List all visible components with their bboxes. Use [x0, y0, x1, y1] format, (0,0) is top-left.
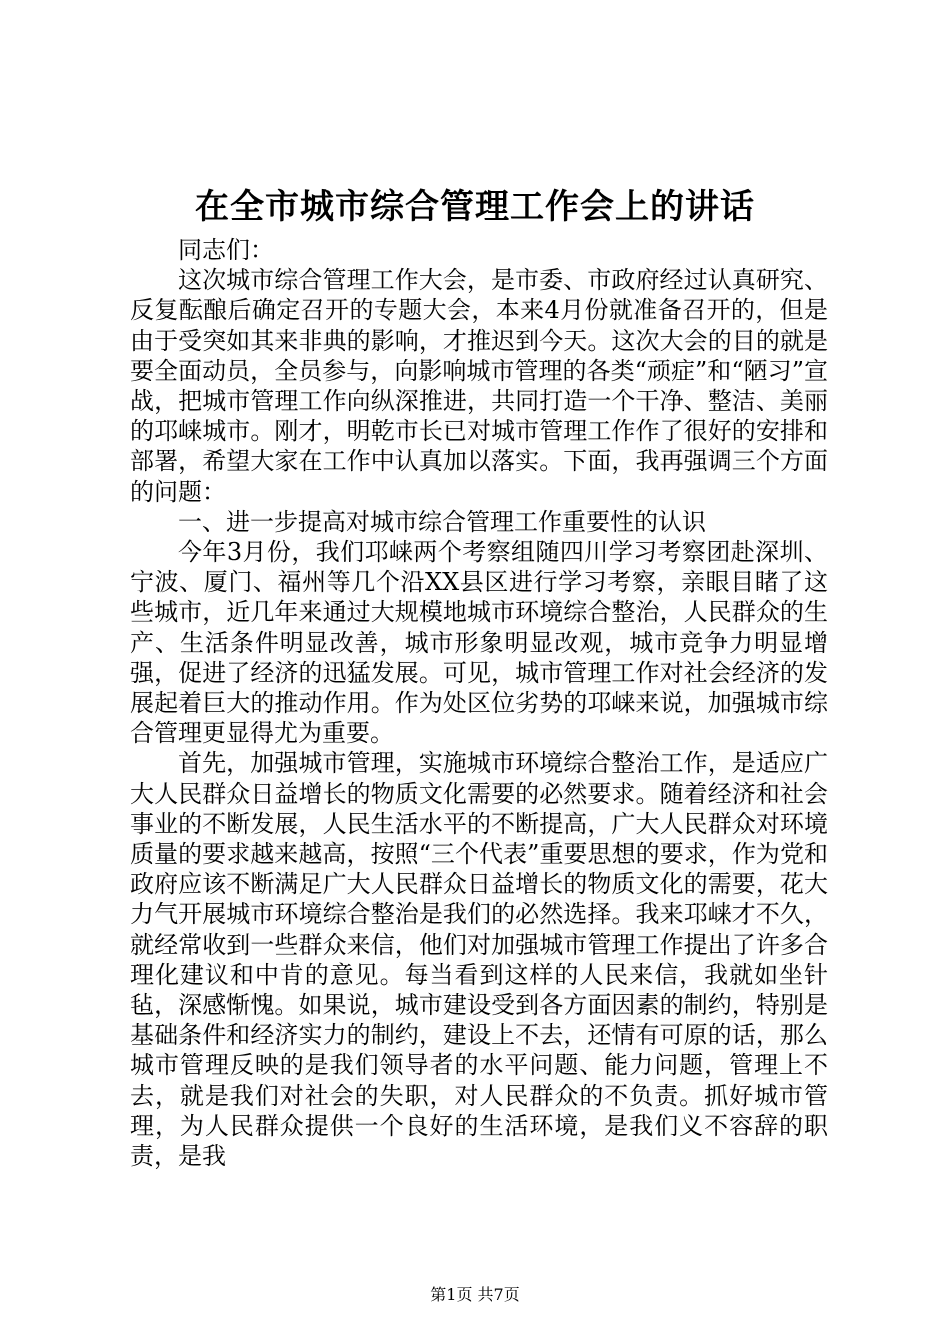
salutation-paragraph: 同志们： — [178, 236, 274, 264]
section-heading: 一、进一步提高对城市综合管理工作重要性的认识 — [178, 507, 706, 536]
body-paragraph: 首先，加强城市管理，实施城市环境综合整治工作，是适应广大人民群众日益增长的物质文化需要的必然要求。随着经济和社会事业的不断发展，人民生活水平的不断提高，广大人民群众对环境质量的要求越来越高，按照“三个代表”重要思想的要求，作为党和政府应该不断满足广大人民群众日益增长的物质文化的需要，花大力气开展城市环境综合整治是我们的必然选择。我来邛崃才不久，就经常收到一些群众来信，他们对加强城市管理工作提出了许多合理化建议和中肯的意见。每当看到这样的人民来信，我就如坐针毡，深感惭愧。如果说，城市建设受到各方面因素的制约，特别是基础条件和经济实力的制约，建设上不去，还情有可原的话，那么城市管理反映的是我们领导者的水平问题、能力问题，管理上不去，就是我们对社会的失职，对人民群众的不负责。抓好城市管理，为人民群众提供一个良好的生活环境，是我们义不容辞的职责，是我 — [130, 749, 828, 1171]
page-footer: 第1页 共7页 — [430, 1285, 520, 1304]
document-body — [130, 235, 828, 1171]
intro-paragraph: 这次城市综合管理工作大会，是市委、市政府经过认真研究、反复酝酿后确定召开的专题大会，本来4月份就准备召开的，但是由于受突如其来非典的影响，才推迟到今天。这次大会的目的就是要全面动员，全员参与，向影响城市管理的各类“顽症”和“陋习”宣战，把城市管理工作向纵深推进，共同打造一个干净、整洁、美丽的邛崃城市。刚才，明乾市长已对城市管理工作作了很好的安排和部署，希望大家在工作中认真加以落实。下面，我再强调三个方面的问题： — [130, 266, 828, 506]
body-paragraph: 今年3月份，我们邛崃两个考察组随四川学习考察团赴深圳、宁波、厦门、福州等几个沿XX县区进行学习考察，亲眼目睹了这些城市，近几年来通过大规模地城市环境综合整治，人民群众的生产、生活条件明显改善，城市形象明显改观，城市竞争力明显增强，促进了经济的迅猛发展。可见，城市管理工作对社会经济的发展起着巨大的推动作用。作为处区位劣势的邛崃来说，加强城市综合管理更显得尤为重要。 — [130, 538, 828, 748]
document-title: 在全市城市综合管理工作会上的讲话 — [195, 187, 755, 227]
